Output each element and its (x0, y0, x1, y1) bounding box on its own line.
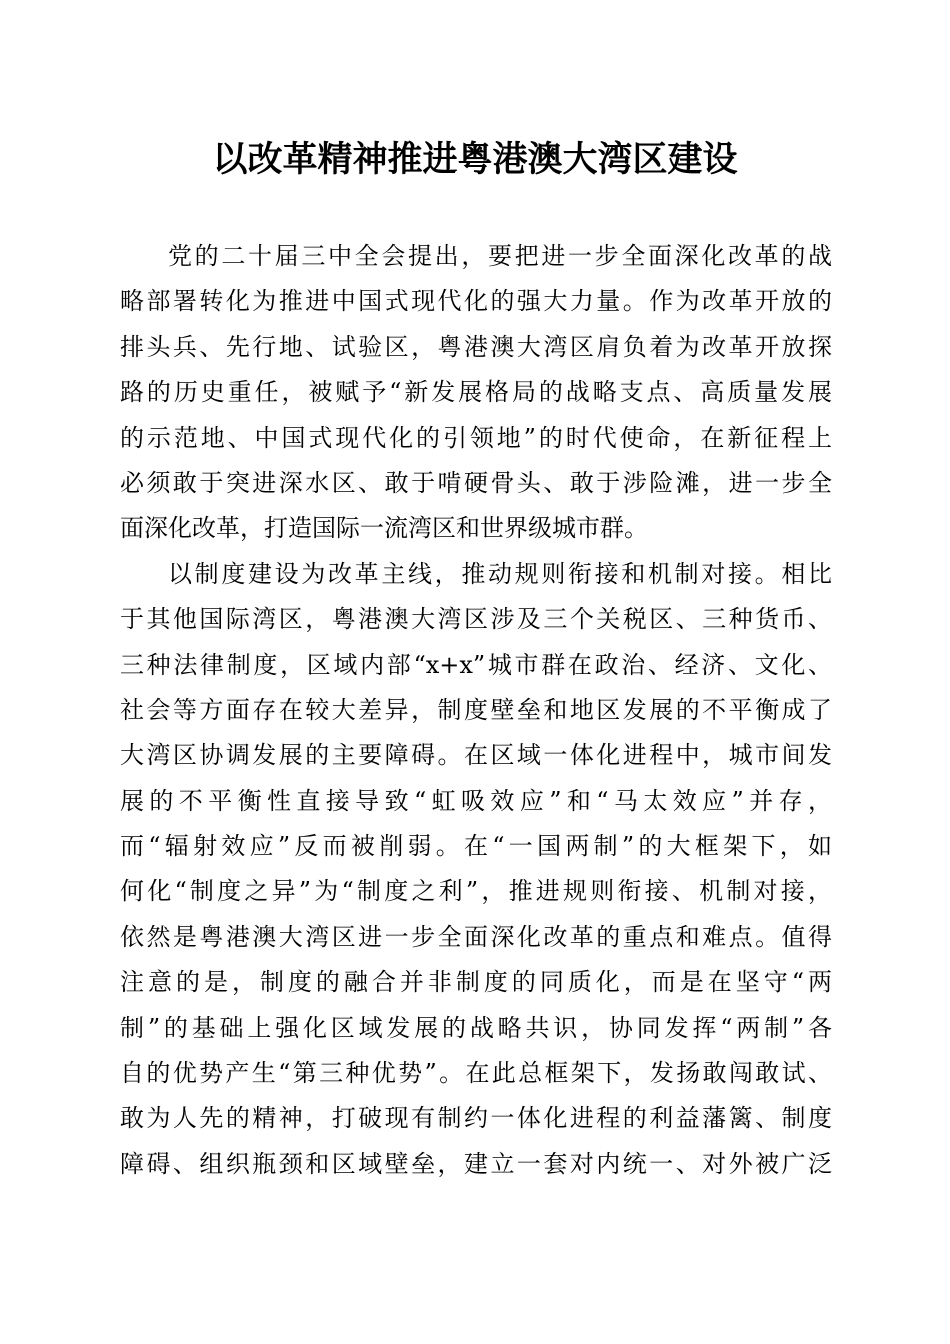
paragraph-line: 何化“制度之异”为“制度之利”，推进规则衔接、机制对接， (120, 877, 832, 906)
paragraph-line: 面深化改革，打造国际一流湾区和世界级城市群。 (120, 514, 648, 543)
paragraph-line: 必须敢于突进深水区、敢于啃硬骨头、敢于涉险滩，进一步全 (120, 468, 832, 497)
paragraph-line: 于其他国际湾区，粤港澳大湾区涉及三个关税区、三种货币、 (120, 605, 832, 634)
paragraph-line: 的示范地、中国式现代化的引领地”的时代使命，在新征程上 (120, 423, 832, 452)
paragraph-line: 依然是粤港澳大湾区进一步全面深化改革的重点和难点。值得 (120, 922, 832, 951)
paragraph-line: 障碍、组织瓶颈和区域壁垒，建立一套对内统一、对外被广泛 (120, 1149, 832, 1178)
paragraph-line: 大湾区协调发展的主要障碍。在区域一体化进程中，城市间发 (120, 741, 832, 770)
paragraph-line: 社会等方面存在较大差异，制度壁垒和地区发展的不平衡成了 (120, 695, 832, 724)
document-title: 以改革精神推进粤港澳大湾区建设 (212, 139, 738, 180)
paragraph-line: 以制度建设为改革主线，推动规则衔接和机制对接。相比 (168, 559, 832, 588)
paragraph-line: 展的不平衡性直接导致“虹吸效应”和“马太效应”并存， (120, 786, 832, 815)
paragraph-line: 党的二十届三中全会提出，要把进一步全面深化改革的战 (168, 242, 832, 270)
document-body (120, 236, 832, 1189)
paragraph-line: 制”的基础上强化区域发展的战略共识，协同发挥“两制”各 (120, 1013, 832, 1042)
paragraph-line: 路的历史重任，被赋予“新发展格局的战略支点、高质量发展 (120, 378, 832, 407)
paragraph-line: 略部署转化为推进中国式现代化的强大力量。作为改革开放的 (120, 287, 832, 316)
paragraph-line: 而“辐射效应”反而被削弱。在“一国两制”的大框架下，如 (120, 832, 832, 861)
paragraph-line: 三种法律制度，区域内部“x+x”城市群在政治、经济、文化、 (120, 650, 832, 679)
paragraph-line: 自的优势产生“第三种优势”。在此总框架下，发扬敢闯敢试、 (120, 1059, 832, 1088)
paragraph-2 (120, 554, 832, 1189)
paragraph-line: 注意的是，制度的融合并非制度的同质化，而是在坚守“两 (120, 968, 832, 997)
paragraph-line: 敢为人先的精神，打破现有制约一体化进程的利益藩篱、制度 (120, 1104, 832, 1133)
paragraph-1 (120, 236, 832, 554)
paragraph-line: 排头兵、先行地、试验区，粤港澳大湾区肩负着为改革开放探 (120, 332, 832, 361)
